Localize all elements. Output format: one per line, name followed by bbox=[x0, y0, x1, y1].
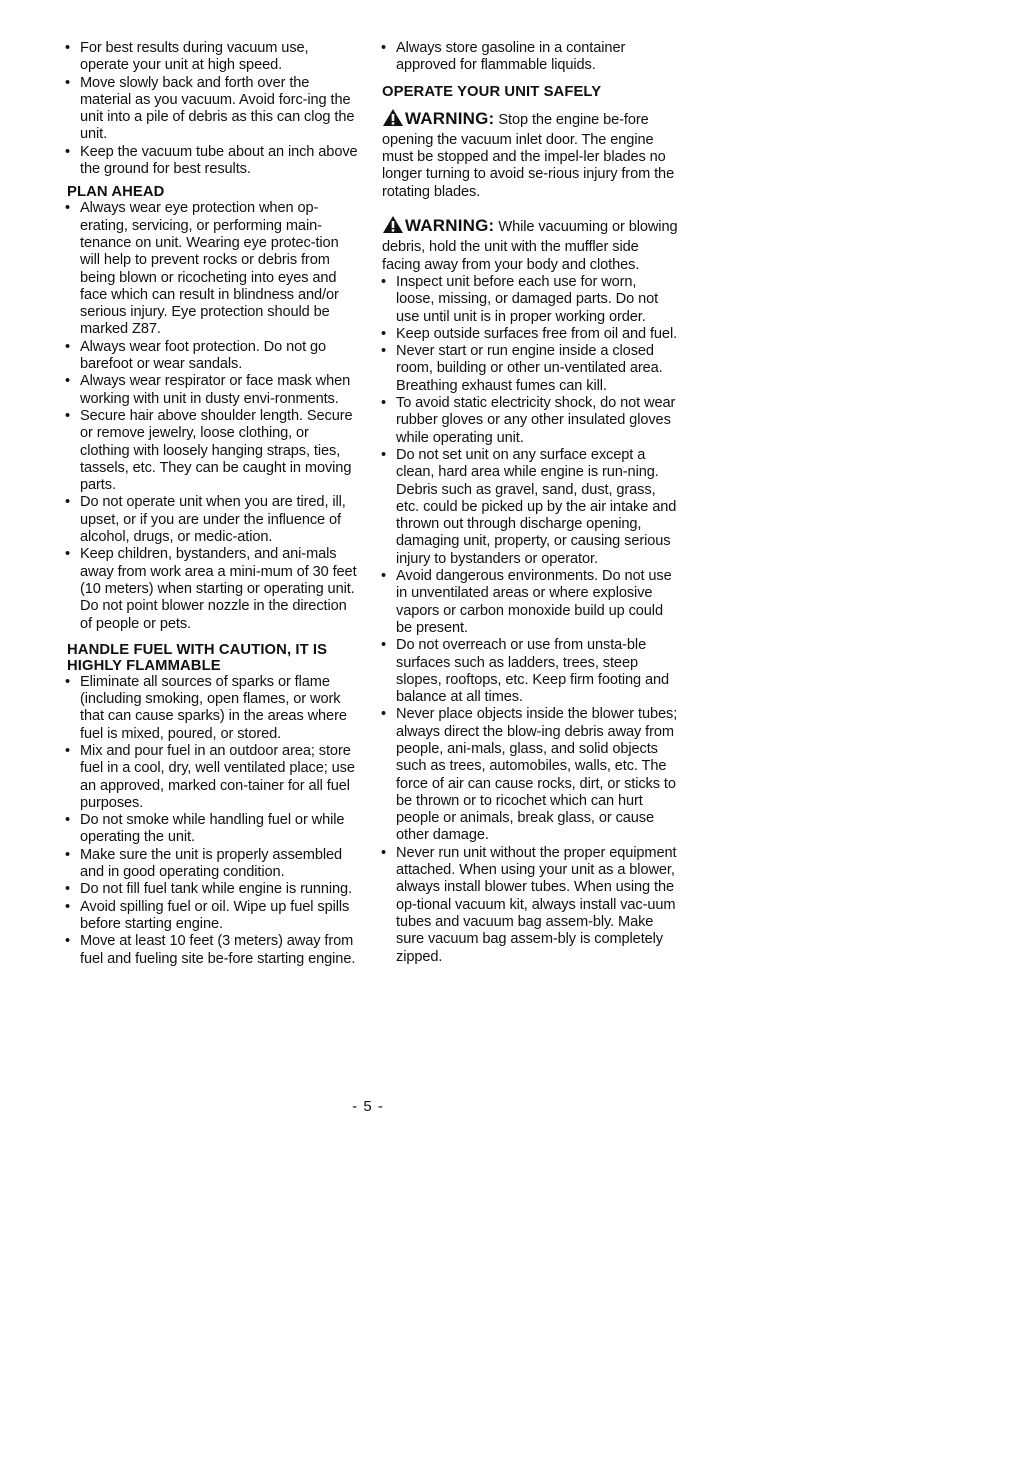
warning-block-2 bbox=[382, 215, 678, 274]
warning-text: While vacuuming or blowing debris, hold the unit with the muffler side facing away from your body and clothes. bbox=[382, 219, 678, 273]
list-item: • For best results during vacuum use, operate your unit at high speed. bbox=[62, 40, 360, 75]
list-item: • Eliminate all sources of sparks or flame (including smoking, open flames, or work that can cause sparks) in the areas where fuel is mixed, poured, or stored. bbox=[62, 674, 360, 743]
list-item: • Do not fill fuel tank while engine is running. bbox=[62, 881, 360, 898]
list-item: • Move slowly back and forth over the material as you vacuum. Avoid forc-ing the unit into a pile of debris as this can clog the unit. bbox=[62, 75, 360, 144]
operate-safely-heading: OPERATE YOUR UNIT SAFELY bbox=[382, 83, 602, 100]
warning-label: WARNING: bbox=[405, 108, 495, 128]
handle-fuel-heading: HANDLE FUEL WITH CAUTION, IT IS HIGHLY FLAMMABLE bbox=[67, 641, 328, 674]
list-item: • Never place objects inside the blower tubes; always direct the blow-ing debris away from people, ani-mals, glass, and solid objects such as trees, automobiles, walls, etc. The force of air can cause rocks, dirt, or sticks to be thrown or to ricochet which can hurt people or animals, break glass, or cause other damage. bbox=[378, 706, 678, 844]
left-column bbox=[62, 40, 360, 968]
list-item: • Move at least 10 feet (3 meters) away from fuel and fueling site be-fore starting engine. bbox=[62, 933, 360, 968]
operate-list bbox=[378, 274, 678, 966]
list-item: • Always wear eye protection when op-erating, servicing, or performing main-tenance on unit. Wearing eye protec-tion will help to prevent rocks or debris from being blown or ricocheting into eyes and face which can result in blindness and/or serious injury. Eye protection should be marked Z87. bbox=[62, 200, 360, 338]
list-item: • Always wear foot protection. Do not go barefoot or wear sandals. bbox=[62, 339, 360, 374]
list-item: • Avoid spilling fuel or oil. Wipe up fuel spills before starting engine. bbox=[62, 899, 360, 934]
list-item: • Inspect unit before each use for worn, loose, missing, or damaged parts. Do not use until unit is in proper working order. bbox=[378, 274, 678, 326]
list-item: • Do not smoke while handling fuel or while operating the unit. bbox=[62, 812, 360, 847]
list-item: • Never run unit without the proper equipment attached. When using your unit as a blower, always install blower tubes. When using the op-tional vacuum kit, always install vac-uum tubes and vacuum bag assem-bly. Make sure vacuum bag assem-bly is completely zipped. bbox=[378, 845, 678, 966]
list-item: • Keep outside surfaces free from oil and fuel. bbox=[378, 326, 678, 343]
list-item: • Make sure the unit is properly assembled and in good operating condition. bbox=[62, 847, 360, 882]
plan-ahead-heading: PLAN AHEAD bbox=[67, 184, 165, 201]
list-item: • Keep the vacuum tube about an inch above the ground for best results. bbox=[62, 144, 360, 179]
list-item: • Secure hair above shoulder length. Secure or remove jewelry, loose clothing, or clothing with loosely hanging straps, ties, tassels, etc. They can be caught in moving parts. bbox=[62, 408, 360, 494]
warning-text: Stop the engine be-fore opening the vacuum inlet door. The engine must be stopped and the impel-ler blades no longer turning to avoid se-rious injury from the rotating blades. bbox=[382, 111, 675, 200]
warning-label: WARNING: bbox=[405, 216, 495, 236]
page-number: - 5 - bbox=[352, 1098, 384, 1115]
list-item: • To avoid static electricity shock, do not wear rubber gloves or any other insulated gloves while operating unit. bbox=[378, 395, 678, 447]
list-item: • Mix and pour fuel in an outdoor area; store fuel in a cool, dry, well ventilated place; use an approved, marked con-tainer for all fuel purposes. bbox=[62, 743, 360, 812]
storage-list bbox=[378, 40, 678, 75]
list-item: • Never start or run engine inside a closed room, building or other un-ventilated area. Breathing exhaust fumes can kill. bbox=[378, 343, 678, 395]
list-item: • Always store gasoline in a container approved for flammable liquids. bbox=[378, 40, 678, 75]
warning-block-1 bbox=[382, 108, 678, 201]
handle-fuel-list bbox=[62, 674, 360, 968]
right-column bbox=[378, 40, 678, 966]
warning-triangle-icon bbox=[382, 108, 404, 132]
list-item: • Do not overreach or use from unsta-ble surfaces such as ladders, trees, steep slopes, rooftops, etc. Keep firm footing and balance at all times. bbox=[378, 637, 678, 706]
warning-triangle-icon bbox=[382, 215, 404, 239]
list-item: • Do not operate unit when you are tired, ill, upset, or if you are under the influence of alcohol, drugs, or medic-ation. bbox=[62, 494, 360, 546]
list-item: • Avoid dangerous environments. Do not use in unventilated areas or where explosive vapors or carbon monoxide build up could be present. bbox=[378, 568, 678, 637]
list-item: • Keep children, bystanders, and ani-mals away from work area a mini-mum of 30 feet (10 meters) when starting or operating unit. Do not point blower nozzle in the direction of people or pets. bbox=[62, 546, 360, 632]
intro-list bbox=[62, 40, 360, 178]
plan-ahead-list bbox=[62, 200, 360, 632]
list-item: • Always wear respirator or face mask when working with unit in dusty envi-ronments. bbox=[62, 373, 360, 408]
list-item: • Do not set unit on any surface except a clean, hard area while engine is run-ning. Debris such as gravel, sand, dust, grass, etc. could be picked up by the air intake and thrown out through discharge opening, damaging unit, property, or causing serious injury to bystanders or operator. bbox=[378, 447, 678, 568]
